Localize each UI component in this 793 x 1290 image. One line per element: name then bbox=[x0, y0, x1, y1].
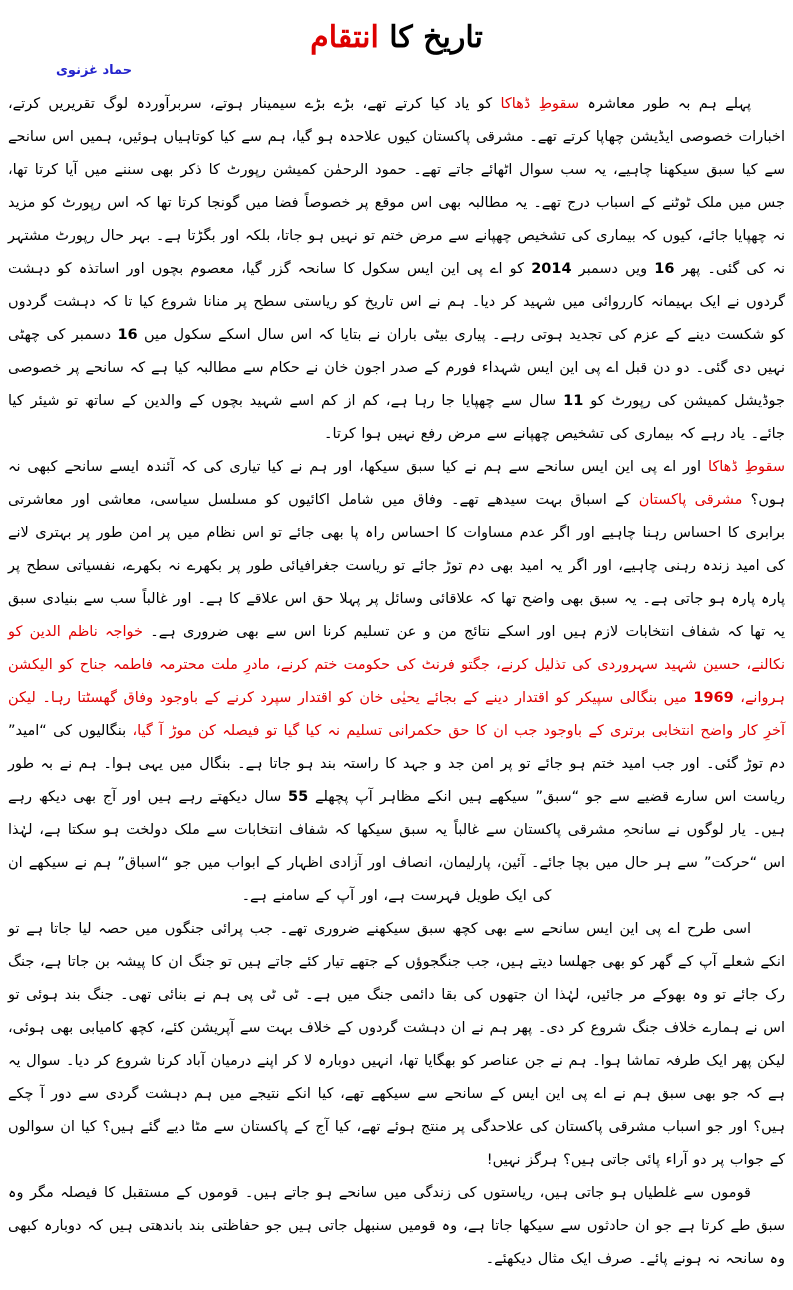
text-run: سال دیکھتے رہے ہیں اور آج بھی دیکھ رہے ہیں۔ یار لوگوں نے سانحہِ مشرقی پاکستان سے غالباً یہ سبق سیکھا کہ شفاف انتخابات سے ملک دولخت ہو سکتا ہے، لہٰذا اس “حرکت” سے ہر حال میں بچا جائے۔ آئین، پارلیمان، انصاف اور آزادی اظہار کے ابواب میں جو “اسباق” ہم نے سیکھے ان کی ایک طویل فہرست ہے، اور آپ کے سامنے ہے۔ bbox=[2, 789, 785, 904]
text-run: مشرقی پاکستان bbox=[638, 492, 743, 508]
text-run: سقوطِ ڈھاکا bbox=[707, 459, 786, 475]
text-run: خواجہ ناظم الدین کو نکالنے، حسین شہید سہروردی کی تذلیل کرنے، جگتو فرنٹ کی حکومت ختم کرنے، مادرِ ملت محترمہ فاطمہ جناح کو الیکشن ہروانے، bbox=[2, 624, 785, 706]
text-run: کو اے پی این ایس سکول کا سانحہ گزر گیا، معصوم بچوں اور اساتذہ کو دہشت گردوں نے ایک بہیمانہ کارروائی میں شہید کر دیا۔ ہم نے اس تاریخ کو ریاستی سطح پر منانا شروع کیا تا کہ دہشت گردوں کو شکست دینے کے عزم کی تجدید ہوتی رہے۔ پیاری بیٹی باران نے بتایا کہ اس سال اسکے سکول میں bbox=[2, 261, 785, 343]
text-run: اور اے پی این ایس سانحے سے ہم نے کیا سبق سیکھا، اور ہم نے کیا تیاری کی کہ آئندہ ایسے سانحے کبھی نہ ہوں؟ bbox=[2, 459, 785, 508]
article-paragraph bbox=[2, 88, 786, 451]
article-paragraph bbox=[2, 913, 785, 1177]
text-run: ویں دسمبر bbox=[571, 261, 655, 277]
text-run: دسمبر کی چھٹی نہیں دی گئی۔ دو دن قبل اے پی این ایس شہداء فورم کے صدر اجون خان نے حکام سے مطالبہ کیا ہے کہ سانحے پر خصوصی جوڈیشل کمیشن کی رپورٹ کو bbox=[2, 327, 786, 409]
text-run: تاریخ کا bbox=[378, 20, 483, 55]
article-byline: حماد غزنوی bbox=[56, 63, 133, 78]
article-body bbox=[2, 88, 786, 1276]
article-title bbox=[8, 18, 785, 57]
text-run: قوموں سے غلطیاں ہو جاتی ہیں، ریاستوں کی زندگی میں سانحے ہو جاتے ہیں۔ قوموں کے مستقبل کا فیصلہ مگر وہ سبق طے کرتا ہے جو ان حادثوں سے سیکھا جاتا ہے، وہ قومیں سنبھل جاتی ہیں جو حفاظتی بند باندھتی ہیں کہ دوبارہ کبھی وہ سانحہ نہ ہونے پائے۔ صرف ایک مثال دیکھئے۔ bbox=[2, 1185, 785, 1267]
text-run: 16 bbox=[117, 327, 138, 343]
text-run: سقوطِ ڈھاکا bbox=[500, 96, 580, 112]
text-run: سال سے چھپایا جا رہا ہے، کم از کم اسے شہید بچوں کے والدین کے ساتھ تو شیئر کیا جائے۔ یاد رہے کہ بیماری کی تشخیص چھپانے سے مرض رفع نہیں ہوا کرتا۔ bbox=[2, 393, 785, 442]
article-paragraph bbox=[2, 451, 786, 913]
article-paragraph bbox=[2, 1177, 785, 1276]
text-run: بنگالیوں کی “امید” دم توڑ گئی۔ اور جب امید ختم ہو جائے تو پر امن جد و جہد کا راستہ بند ہو جاتا ہے۔ بنگال میں یہی ہوا۔ ہم نے بہ طور ریاست اس سارے قضیے سے جو “سبق” سیکھے ہیں انکے مظاہر آپ پچھلے bbox=[2, 723, 785, 805]
text-run: 16 bbox=[654, 261, 675, 277]
text-run: کو یاد کیا کرتے تھے، بڑے بڑے سیمینار ہوتے، سربرآوردہ لوگ تقریریں کرتے، اخبارات خصوصی ایڈیشن چھاپا کرتے تھے۔ مشرقی پاکستان کیوں علاحدہ ہو گیا، ہم سے کیا کوتاہیاں ہوئیں، ہمیں اس سانحے سے کیا سبق سیکھنا چاہیے، یہ سب سوال اٹھائے جاتے تھے۔ حمود الرحمٰن کمیشن رپورٹ کا ذکر بھی سننے میں آیا کرتا تھا، جس میں ملک ٹوٹنے کے اسباب درج تھے۔ یہ مطالبہ بھی اس موقع پر خصوصاً فضا میں گونجا کرتا تھا کہ اس رپورٹ کو مزید نہ چھپایا جائے، کیوں کہ بیماری کی تشخیص چھپانے سے مرض ختم تو نہیں ہو جاتا، بلکہ اور بگڑتا ہے۔ بہر حال رپورٹ مشتہر نہ کی گئی۔ پھر bbox=[2, 96, 785, 277]
text-run: 2014 bbox=[531, 261, 572, 277]
text-run: 1969 bbox=[693, 690, 734, 706]
text-run: کے اسباق بہت سیدھے تھے۔ وفاق میں شامل اکائیوں کو مسلسل سیاسی، معاشی اور معاشرتی برابری کا احساس رہنا چاہیے اور اگر عدم مساوات کا احساس راہ پا بھی جائے تو اس نظام میں پر امن طور پر بہتری لانے کی امید زندہ رہنی چاہیے، اور اگر یہ امید بھی دم توڑ جائے تو ریاست جغرافیائی طور پر بکھرے نہ بکھرے، نفسیاتی سطح پر پارہ پارہ ہو جاتی ہے۔ یہ سبق بھی واضح تھا کہ علاقائی وسائل پر پہلا حق اس علاقے کا ہے۔ اور غالباً سب سے بنیادی سبق یہ تھا کہ شفاف انتخابات لازم ہیں اور اسکے نتائج من و عن تسلیم کرنا اس سے بھی ضروری ہے۔ bbox=[2, 492, 785, 640]
text-run: 11 bbox=[563, 393, 584, 409]
text-run: میں بنگالی سپیکر کو اقتدار دینے کے بجائے یحیٰی خان کو اقتدار سپرد کرنے کے باوجود وفاق گھسٹتا رہا۔ لیکن آخرِ کار واضح انتخابی برتری کے باوجود جب ان کا حق حکمرانی تسلیم نہ کیا گیا تو فیصلہ کن موڑ آ گیا، bbox=[2, 690, 785, 739]
text-run: 55 bbox=[288, 789, 309, 805]
text-run: پہلے ہم بہ طور معاشرہ bbox=[579, 96, 751, 112]
text-run: اسی طرح اے پی این ایس سانحے سے بھی کچھ سبق سیکھنے ضروری تھے۔ جب پرائی جنگوں میں حصہ لیا جاتا ہے تو انکے شعلے آپ کے گھر کو بھی جھلسا دیتے ہیں، جب جنگجوؤں کے جتھے تیار کئے جاتے ہیں تو جنگ ان کا پیشہ بن جاتا ہے، جنگ رک جائے تو وہ بھوکے مر جائیں، لہٰذا ان جتھوں کی بقا دائمی جنگ میں ہے۔ ٹی ٹی پی ہم نے بنائی تھی۔ جنگ بند ہوئی تو اس نے ہمارے خلاف جنگ شروع کر دی۔ پھر ہم نے ان دہشت گردوں کے خلاف بہت سے آپریشن کئے، کچھ کامیابی بھی ہوئی، لیکن پھر ایک طرفہ تماشا ہوا۔ ہم نے جن عناصر کو بھگایا تھا، انہیں دوبارہ لا کر اپنے درمیان آباد کرنا شروع کر دیا۔ سوال یہ ہے کہ جو بھی سبق ہم نے اے پی این ایس کے سانحے سے سیکھے تھے، کیا انکے نتیجے میں ہم دہشت گردی سے دور آ چکے ہیں؟ اور جو اسباب مشرقی پاکستان کی علاحدگی پر منتج ہوئے تھے، کیا آج کے پاکستان سے مٹا دیے گئے ہیں؟ کیا ان سوالوں کے جواب پر دو آراء پائی جاتی ہیں؟ ہرگز نہیں! bbox=[2, 921, 785, 1168]
text-run: انتقام bbox=[310, 20, 379, 55]
